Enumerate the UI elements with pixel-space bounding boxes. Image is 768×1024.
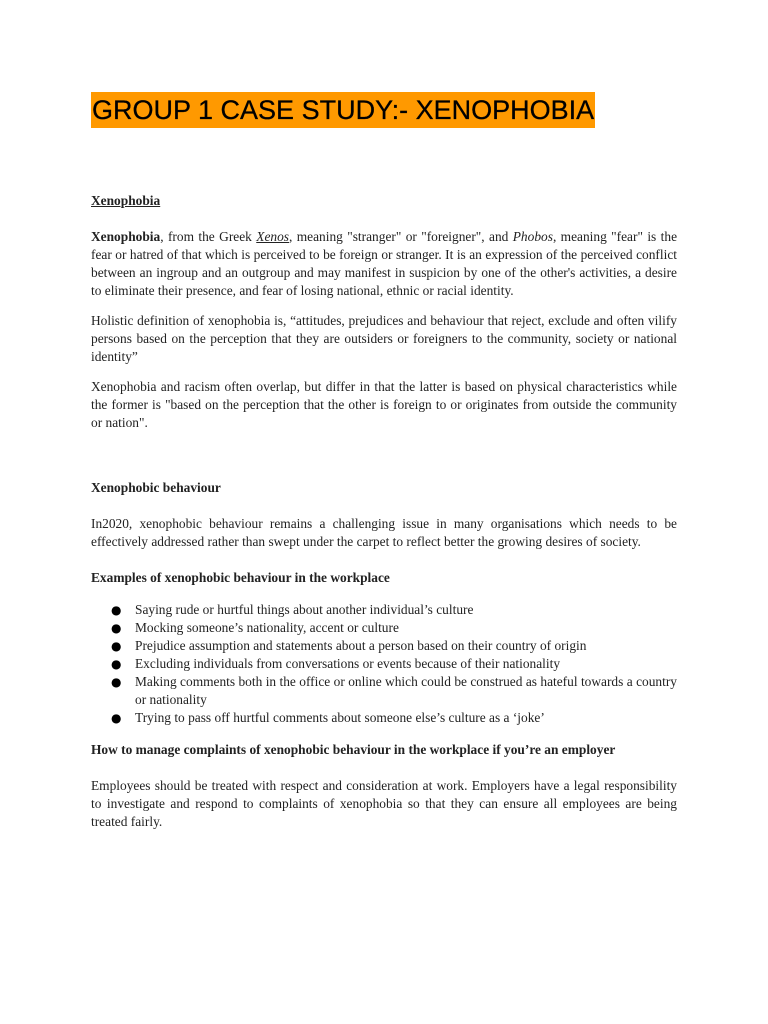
term-xenos: Xenos	[256, 229, 289, 244]
list-item	[91, 673, 677, 709]
section-heading-examples: Examples of xenophobic behaviour in the workplace	[91, 570, 390, 585]
examples-list	[91, 601, 677, 727]
text-run: , from the Greek	[160, 229, 257, 244]
list-item	[91, 601, 677, 619]
bullet-icon: ●	[111, 639, 122, 653]
list-item	[91, 709, 677, 727]
paragraph-employer-responsibility: Employees should be treated with respect and consideration at work. Employers have a legal responsibility to investigate and respond to complaints of xenophobia so that they can ensure all employees are being treated fairly.	[91, 778, 677, 829]
document-body	[91, 92, 677, 831]
bullet-icon: ●	[111, 657, 122, 671]
section-heading-xenophobia: Xenophobia	[91, 193, 161, 208]
list-item	[91, 637, 677, 655]
section-heading-manage-complaints: How to manage complaints of xenophobic behaviour in the workplace if you’re an employer	[91, 742, 616, 757]
bullet-icon: ●	[111, 621, 122, 635]
list-item-text: Mocking someone’s nationality, accent or culture	[135, 620, 399, 635]
page-title: GROUP 1 CASE STUDY:- XENOPHOBIA	[91, 92, 595, 128]
list-item-text: Trying to pass off hurtful comments about someone else’s culture as a ‘joke’	[135, 710, 545, 725]
section-heading-xenophobic-behaviour: Xenophobic behaviour	[91, 480, 221, 495]
text-run: , meaning "stranger" or "foreigner", and	[289, 229, 513, 244]
paragraph-in2020: In2020, xenophobic behaviour remains a challenging issue in many organisations which needs to be effectively addressed rather than swept under the carpet to reflect better the growing desires of society.	[91, 516, 677, 549]
bold-term: Xenophobia	[91, 229, 161, 244]
paragraph-holistic-definition: Holistic definition of xenophobia is, “attitudes, prejudices and behaviour that reject, exclude and often vilify persons based on the perception that they are outsiders or foreigners to the community, society or national identity”	[91, 313, 677, 364]
bullet-icon: ●	[111, 675, 122, 689]
bullet-icon: ●	[111, 711, 122, 725]
term-phobos: Phobos	[512, 229, 553, 244]
list-item	[91, 655, 677, 673]
list-item-text: Prejudice assumption and statements about a person based on their country of origin	[135, 638, 587, 653]
list-item-text: Excluding individuals from conversations or events because of their nationality	[135, 656, 561, 671]
list-item-text: Saying rude or hurtful things about another individual’s culture	[135, 602, 474, 617]
list-item	[91, 619, 677, 637]
paragraph-racism-overlap: Xenophobia and racism often overlap, but differ in that the latter is based on physical characteristics while the former is "based on the perception that the other is foreign to or originates from outside the community or nation".	[91, 379, 677, 430]
list-item-text: Making comments both in the office or online which could be construed as hateful towards a country or nationality	[135, 674, 677, 707]
paragraph-definition	[91, 228, 677, 300]
text-run: , meaning "fear" is the fear or hatred of that which is perceived to be foreign or stranger. It is an expression of the perceived conflict between an ingroup and an outgroup and may manifest in suspicion by one of the other's activities, a desire to eliminate their presence, and fear of losing national, ethnic or racial identity.	[91, 229, 678, 298]
bullet-icon: ●	[111, 603, 122, 617]
